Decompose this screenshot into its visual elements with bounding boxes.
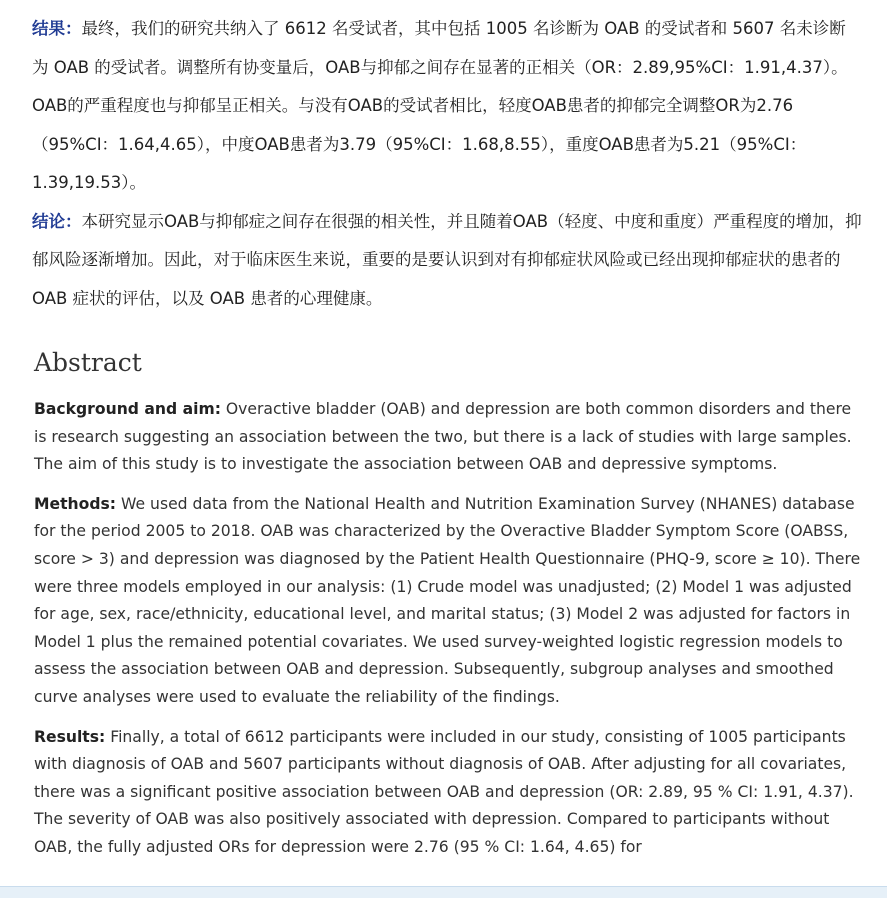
- results-paragraph: [34, 724, 864, 862]
- methods-paragraph: [34, 491, 864, 712]
- chinese-summary: [32, 10, 862, 318]
- background-label: Background and aim:: [34, 400, 221, 418]
- background-text: Overactive bladder (OAB) and depression are both common disorders and there is research suggesting an association between the two, but there is a lack of studies with large samples. The aim of this study is to investigate the association between OAB and depressive symptoms.: [34, 400, 852, 474]
- results-label: Results:: [34, 727, 106, 746]
- english-abstract: [34, 396, 864, 874]
- cn-conclusion-label: 结论：: [32, 211, 82, 231]
- cn-results-text: 最终，我们的研究共纳入了 6612 名受试者，其中包括 1005 名诊断为 OAB 的受试者和 5607 名未诊断为 OAB 的受试者。调整所有协变量后，OAB与抑郁之间存在显著的正相关（OR：2.89,95%CI：1.91,4.37）。OAB的严重程度也与抑郁呈正相关。与没有OAB的受试者相比，轻度OAB患者的抑郁完全调整OR为2.76（95%CI：1.64,4.65），中度OAB患者为3.79（95%CI：1.68,8.55），重度OAB患者为5.21（95%CI：1.39,19.53）。: [32, 19, 848, 192]
- bottom-scroll-bar[interactable]: [0, 886, 887, 898]
- cn-conclusion-text: 本研究显示OAB与抑郁症之间存在很强的相关性，并且随着OAB（轻度、中度和重度）严重程度的增加，抑郁风险逐渐增加。因此，对于临床医生来说，重要的是要认识到对有抑郁症状风险或已经出现抑郁症状的患者的 OAB 症状的评估，以及 OAB 患者的心理健康。: [32, 211, 862, 308]
- cn-results-paragraph: [32, 10, 862, 203]
- results-text: Finally, a total of 6612 participants were included in our study, consisting of 1005 participants with diagnosis of OAB and 5607 participants without diagnosis of OAB. After adjusting for all covariates, there was a significant positive association between OAB and depression (OR: 2.89, 95 % CI: 1.91, 4.37). The severity of OAB was also positively associated with depression. Compared to participants without OAB, the fully adjusted ORs for depression were 2.76 (95 % CI: 1.64, 4.65) for: [34, 727, 854, 856]
- cn-results-label: 结果：: [32, 19, 82, 38]
- methods-text: We used data from the National Health and Nutrition Examination Survey (NHANES) database for the period 2005 to 2018. OAB was characterized by the Overactive Bladder Symptom Score (OABSS, score > 3) and depression was diagnosed by the Patient Health Questionnaire (PHQ-9, score ≥ 10). There were three models employed in our analysis: (1) Crude model was unadjusted; (2) Model 1 was adjusted for age, sex, race/ethnicity, educational level, and marital status; (3) Model 2 was adjusted for factors in Model 1 plus the remained potential covariates. We used survey-weighted logistic regression models to assess the association between OAB and depression. Subsequently, subgroup analyses and smoothed curve analyses were used to evaluate the reliability of the findings.: [34, 494, 861, 706]
- cn-conclusion-paragraph: [32, 203, 862, 319]
- methods-label: Methods:: [34, 494, 117, 513]
- abstract-heading: Abstract: [34, 348, 142, 377]
- background-paragraph: [34, 396, 864, 479]
